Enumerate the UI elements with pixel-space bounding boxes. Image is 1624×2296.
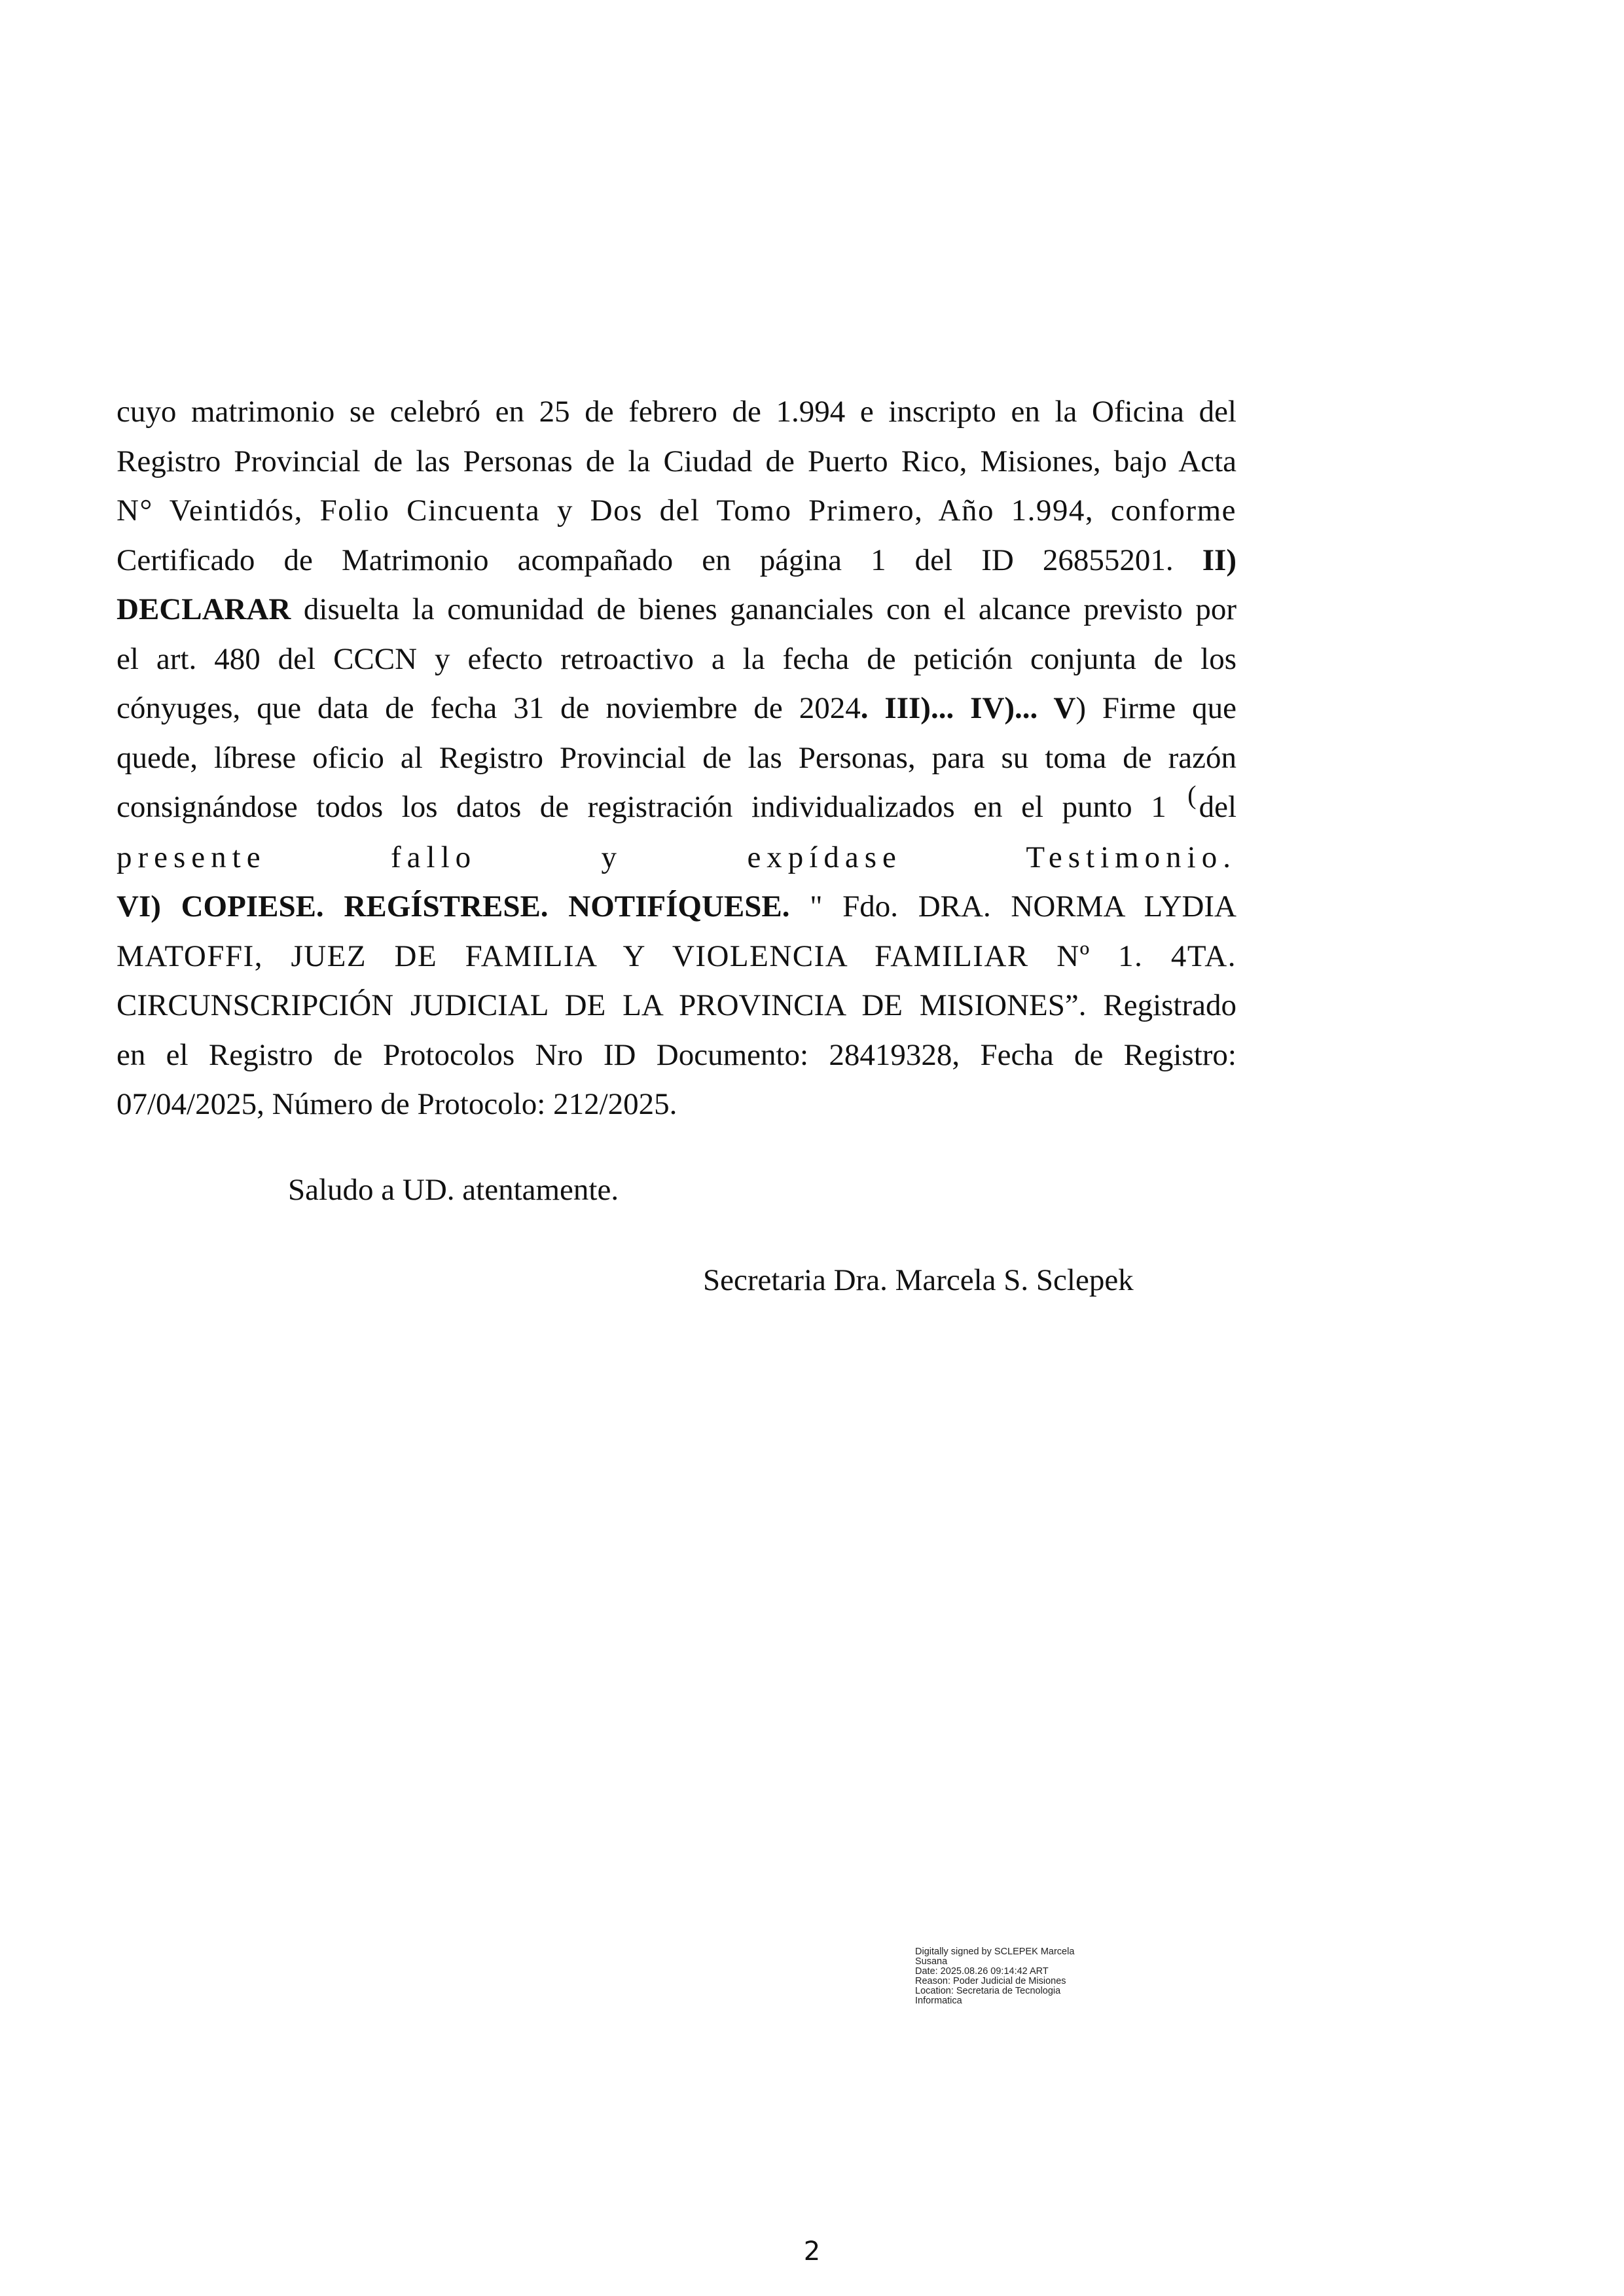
declarar-keyword: DECLARAR	[117, 592, 291, 626]
text-line-7-main: cónyuges, que data de fecha 31 de noviembre de 2024	[117, 691, 861, 725]
text-line-11	[117, 882, 1236, 932]
text-line-7-end: ) Firme que	[1075, 691, 1237, 725]
text-line-2: Registro Provincial de las Personas de la Ciudad de Puerto Rico, Misiones, bajo Acta	[117, 444, 1236, 478]
signature-line-6: Informatica	[915, 1996, 962, 2006]
text-line-11-end: " Fdo. DRA. NORMA LYDIA	[789, 889, 1236, 924]
signer-name: Secretaria Dra. Marcela S. Sclepek	[703, 1263, 1134, 1297]
text-line-10: presente fallo y expídase Testimonio.	[117, 840, 1236, 874]
resolution-body-text	[117, 387, 1236, 1130]
signature-line-3: Date: 2025.08.26 09:14:42 ART	[915, 1966, 1049, 1977]
signature-line-1: Digitally signed by SCLEPEK Marcela	[915, 1946, 1075, 1957]
text-line-12: MATOFFI, JUEZ DE FAMILIA Y VIOLENCIA FAMILIAR Nº 1. 4TA.	[117, 939, 1236, 973]
text-line-1: cuyo matrimonio se celebró en 25 de febrero de 1.994 e inscripto en la Oficina del	[117, 395, 1236, 429]
text-line-4-main: Certificado de Matrimonio acompañado en página 1 del ID 26855201.	[117, 543, 1174, 577]
signature-line-4: Reason: Poder Judicial de Misiones	[915, 1976, 1066, 1986]
text-line-15: 07/04/2025, Número de Protocolo: 212/2025.	[117, 1087, 677, 1121]
text-line-7	[117, 684, 1236, 734]
text-line-9-end: del	[1199, 790, 1237, 824]
superscript-paren: (	[1187, 780, 1197, 810]
text-line-4	[117, 536, 1236, 586]
text-line-5	[117, 585, 1236, 635]
digital-signature-block	[915, 1947, 1125, 2006]
text-line-14: en el Registro de Protocolos Nro ID Documento: 28419328, Fecha de Registro:	[117, 1037, 1236, 1072]
closing-greeting: Saludo a UD. atentamente.	[288, 1173, 619, 1207]
text-line-9-main: consignándose todos los datos de registración individualizados en el punto 1	[117, 790, 1166, 824]
section-marker-vi: VI) COPIESE. REGÍSTRESE. NOTIFÍQUESE.	[117, 889, 790, 924]
text-line-9	[117, 780, 1237, 833]
section-marker-ii: II)	[1202, 543, 1236, 577]
text-line-5-main: disuelta la comunidad de bienes gananciales con el alcance previsto por	[291, 592, 1236, 626]
text-line-3: N° Veintidós, Folio Cincuenta y Dos del Tomo Primero, Año 1.994, conforme	[117, 493, 1236, 528]
section-markers-iii-v: . III)... IV)... V	[860, 691, 1076, 725]
text-line-6: el art. 480 del CCCN y efecto retroactivo a la fecha de petición conjunta de los	[117, 641, 1236, 676]
signature-line-2: Susana	[915, 1956, 948, 1967]
text-line-8: quede, líbrese oficio al Registro Provincial de las Personas, para su toma de razón	[117, 740, 1236, 775]
text-line-13: CIRCUNSCRIPCIÓN JUDICIAL DE LA PROVINCIA DE MISIONES”. Registrado	[117, 988, 1236, 1022]
signature-line-5: Location: Secretaria de Tecnologia	[915, 1986, 1061, 1996]
page-number: 2	[803, 2236, 821, 2267]
